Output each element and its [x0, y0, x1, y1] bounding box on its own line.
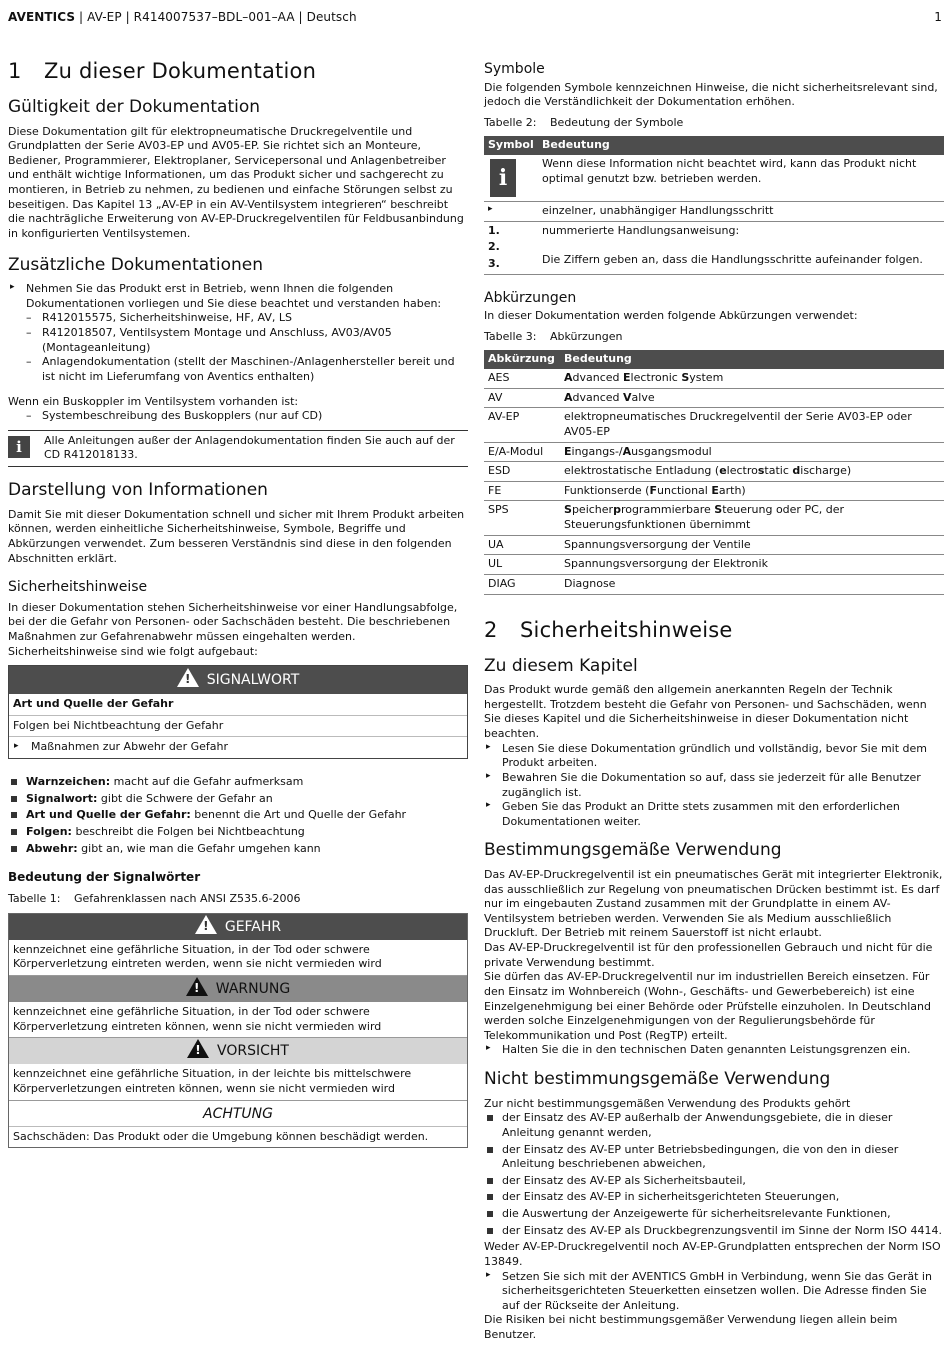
- signal-warning: ! WARNUNG: [9, 976, 467, 1002]
- signal-notice-text: Sachschäden: Das Produkt oder die Umgebung können beschädigt werden.: [13, 1129, 429, 1143]
- right-column: [484, 54, 944, 1349]
- doc-item: – Anlagendokumentation (stellt der Maschinen-/Anlagenhersteller bereit und ist nicht im Lieferumfang von Aventics enthalten): [26, 355, 468, 384]
- misuse-heading: Nicht bestimmungsgemäße Verwendung: [484, 1069, 831, 1090]
- intended-use-text: Das AV-EP-Druckregelventil ist für den professionellen Gebrauch und nicht für die private Verwendung bestimmt.: [484, 941, 933, 969]
- display-heading: Darstellung von Informationen: [8, 480, 268, 501]
- table-row: i Wenn diese Information nicht beachtet wird, kann das Produkt nicht optimal genutzt bzw. betrieben werden.: [484, 155, 944, 202]
- table-row: ▸ einzelner, unabhängiger Handlungsschritt: [484, 202, 944, 222]
- info-icon: i: [8, 436, 30, 458]
- doc-item: – R412018507, Ventilsystem Montage und Anschluss, AV03/AV05 (Montageanleitung): [26, 326, 468, 355]
- table-header: Bedeutung: [538, 136, 944, 155]
- warning-template: [8, 665, 468, 759]
- info-note: [8, 430, 468, 467]
- warning-triangle-icon: !: [195, 915, 217, 934]
- document-meta: | AV-EP | R414007537–BDL–001–AA | Deutsch: [75, 10, 357, 24]
- table-row: ESD elektrostatische Entladung (electrostatic discharge): [484, 462, 944, 482]
- abbreviations-heading: Abkürzungen: [484, 289, 577, 306]
- misuse-item: der Einsatz des AV-EP unter Betriebsbedingungen, die von den in dieser Anleitung beschriebenen abweichen,: [484, 1143, 944, 1172]
- safety-text: In dieser Dokumentation stehen Sicherheitshinweise vor einer Handlungsabfolge, bei der die Gefahr von Personen- oder Sachschäden besteht. Die beschriebenen Maßnahmen zur Gefahrenabwehr müssen eingehalten werden. Sicherheitshinweise sind wie folgt aufgebaut:: [8, 600, 458, 658]
- chapter-2-heading: 2 Sicherheitshinweise: [484, 617, 733, 642]
- table-row: AV Advanced Valve: [484, 388, 944, 408]
- instruction-item: ▸ Setzen Sie sich mit der AVENTICS GmbH in Verbindung, wenn Sie das Gerät in sicherheitsgerichteten Steuerketten einsetzen wollen. Die Adresse finden Sie auf der Rückseite der Anleitung.: [484, 1270, 944, 1314]
- table-row: SPS Speicherprogrammierbare Steuerung oder PC, der Steuerungsfunktionen übernimmt: [484, 501, 944, 535]
- page-header: [8, 10, 942, 26]
- intended-use-heading: Bestimmungsgemäße Verwendung: [484, 840, 782, 861]
- chapter-about-text: Das Produkt wurde gemäß den allgemein anerkannten Regeln der Technik hergestellt. Trotzdem besteht die Gefahr von Personen- und Sachschäden, wenn Sie dieses Kapitel und die Sicherheitshinweise in dieser Dokumentation nicht beachten.: [484, 683, 927, 740]
- signal-danger-text: kennzeichnet eine gefährliche Situation, in der Tod oder schwere Körperverletzung eintreten werden, wenn sie nicht vermieden wird: [9, 940, 467, 976]
- misuse-intro: Zur nicht bestimmungsgemäßen Verwendung des Produkts gehört: [484, 1096, 851, 1110]
- table-row: E/A-Modul Eingangs-/Ausgangsmodul: [484, 442, 944, 462]
- table-row: UL Spannungsversorgung der Elektronik: [484, 555, 944, 575]
- info-icon: i: [490, 159, 516, 197]
- legend-item: Art und Quelle der Gefahr: benennt die Art und Quelle der Gefahr: [8, 808, 468, 823]
- table-1-caption: Tabelle 1: Gefahrenklassen nach ANSI Z535.6-2006: [8, 892, 301, 906]
- signal-notice: ACHTUNG: [9, 1101, 467, 1127]
- warning-source: Art und Quelle der Gefahr: [9, 694, 467, 716]
- left-column: [8, 54, 468, 1156]
- doc-item: – Systembeschreibung des Buskopplers (nur auf CD): [26, 409, 468, 424]
- page-number: 1: [934, 10, 942, 24]
- warning-measure: ▸ Maßnahmen zur Abwehr der Gefahr: [9, 737, 467, 758]
- warning-consequence: Folgen bei Nichtbeachtung der Gefahr: [9, 716, 467, 738]
- chapter-about-heading: Zu diesem Kapitel: [484, 655, 638, 676]
- signal-danger: ! GEFAHR: [9, 914, 467, 940]
- signal-words-heading: Bedeutung der Signalwörter: [8, 870, 201, 885]
- display-text: Damit Sie mit dieser Dokumentation schnell und sicher mit Ihrem Produkt arbeiten können, werden einheitliche Sicherheitshinweise, Symbole, Begriffe und Abkürzungen verwendet. Zum besseren Verständnis sind diese in den folgenden Abschnitten erklärt.: [8, 507, 465, 565]
- legend-item: Signalwort: gibt die Schwere der Gefahr an: [8, 792, 468, 807]
- chapter-1-heading: 1 Zu dieser Dokumentation: [8, 59, 317, 83]
- warning-triangle-icon: !: [177, 668, 199, 687]
- abbreviations-table: [484, 350, 944, 594]
- instruction-item: ▸ Geben Sie das Produkt an Dritte stets zusammen mit den erforderlichen Dokumentationen weiter.: [484, 800, 944, 829]
- table-row: FE Funktionserde (Functional Earth): [484, 481, 944, 501]
- brand-name: AVENTICS: [8, 10, 76, 24]
- safety-heading: Sicherheitshinweise: [8, 579, 148, 596]
- symbols-table: [484, 136, 944, 274]
- intended-use-text: Sie dürfen das AV-EP-Druckregelventil nur im industriellen Bereich einsetzen. Für den Einsatz im Wohnbereich (Wohn-, Geschäfts- und Gewerbebereich) ist eine Einzelgenehmigung bei einer Behörde oder Prüfstelle einzuholen. In Deutschland werden solche Einzelgenehmigungen von der Regulierungsbehörde für Telekommunikation und Post (RegTP) erteilt.: [484, 970, 931, 1042]
- table-row: AES Advanced Electronic System: [484, 369, 944, 388]
- doc-item: – R412015575, Sicherheitshinweise, HF, AV, LS: [26, 311, 468, 326]
- misuse-item: der Einsatz des AV-EP in sicherheitsgerichteten Steuerungen,: [484, 1190, 944, 1205]
- misuse-item: der Einsatz des AV-EP als Sicherheitsbauteil,: [484, 1174, 944, 1189]
- table-3-caption: Tabelle 3: Abkürzungen: [484, 329, 623, 343]
- abbreviations-text: In dieser Dokumentation werden folgende Abkürzungen verwendet:: [484, 309, 858, 323]
- legend-item: Folgen: beschreibt die Folgen bei Nichtbeachtung: [8, 825, 468, 840]
- signal-caution: ! VORSICHT: [9, 1038, 467, 1064]
- misuse-item: der Einsatz des AV-EP als Druckbegrenzungsventil im Sinne der Norm ISO 4414.: [484, 1224, 944, 1239]
- step-arrow-icon: ▸: [484, 202, 538, 222]
- table-header: Abkürzung: [484, 350, 560, 369]
- warning-triangle-icon: !: [186, 977, 208, 996]
- warning-header: ! SIGNALWORT: [9, 666, 467, 694]
- misuse-item: die Auswertung der Anzeigewerte für sicherheitsrelevante Funktionen,: [484, 1207, 944, 1222]
- info-note-text: Alle Anleitungen außer der Anlagendokumentation finden Sie auch auf der CD R412018133.: [44, 433, 455, 462]
- validity-heading: Gültigkeit der Dokumentation: [8, 96, 261, 117]
- intended-use-text: Das AV-EP-Druckregelventil ist ein pneumatisches Gerät mit integrierter Elektronik, das ausschließlich zur Regelung von pneumatischen Drücken bestimmt ist. Es darf nur im eingebauten Zustand zusammen mit der Grundplatte in einem AV-Ventilsystem betrieben werden. Verwenden Sie als Medium ausschließlich Druckluft. Der Betrieb mit reinem Sauerstoff ist nicht erlaubt.: [484, 867, 943, 940]
- misuse-risk-text: Die Risiken bei nicht bestimmungsgemäßer Verwendung liegen allein beim Benutzer.: [484, 1313, 898, 1342]
- symbols-heading: Symbole: [484, 61, 545, 77]
- signal-warning-text: kennzeichnet eine gefährliche Situation, in der Tod oder schwere Körperverletzung eintreten können, wenn sie nicht vermieden wird: [9, 1002, 467, 1038]
- signal-caution-text: kennzeichnet eine gefährliche Situation, in der leichte bis mittelschwere Körperverletzungen eintreten können, wenn sie nicht vermieden wird: [9, 1064, 467, 1100]
- table-header: Symbol: [484, 136, 538, 155]
- warning-triangle-icon: !: [187, 1039, 209, 1058]
- table-row: 1. 2. 3. nummerierte Handlungsanweisung: Die Ziffern geben an, dass die Handlungsschritte aufeinander folgen.: [484, 221, 944, 274]
- table-2-caption: Tabelle 2: Bedeutung der Symbole: [484, 115, 684, 129]
- additional-docs-heading: Zusätzliche Dokumentationen: [8, 254, 263, 275]
- instruction-item: ▸ Halten Sie die in den technischen Daten genannten Leistungsgrenzen ein.: [484, 1043, 944, 1058]
- instruction-item: ▸ Bewahren Sie die Dokumentation so auf, dass sie jederzeit für alle Benutzer zugänglich ist.: [484, 771, 944, 800]
- signal-words-table: [8, 913, 468, 1148]
- buscoupler-text: Wenn ein Buskoppler im Ventilsystem vorhanden ist:: [8, 394, 299, 408]
- table-header: Bedeutung: [560, 350, 944, 369]
- misuse-item: der Einsatz des AV-EP außerhalb der Anwendungsgebiete, die in dieser Anleitung genannt werden,: [484, 1111, 944, 1140]
- legend-item: Abwehr: gibt an, wie man die Gefahr umgehen kann: [8, 842, 468, 857]
- instruction-item: ▸ Lesen Sie diese Dokumentation gründlich und vollständig, bevor Sie mit dem Produkt arbeiten.: [484, 742, 944, 771]
- table-row: UA Spannungsversorgung der Ventile: [484, 535, 944, 555]
- legend-item: Warnzeichen: macht auf die Gefahr aufmerksam: [8, 775, 468, 790]
- additional-docs-bullet: ▸ Nehmen Sie das Produkt erst in Betrieb, wenn Ihnen die folgenden Dokumentationen vorliegen und Sie diese beachtet und verstanden haben:: [8, 282, 468, 311]
- table-row: DIAG Diagnose: [484, 574, 944, 594]
- table-row: AV-EP elektropneumatisches Druckregelventil der Serie AV03-EP oder AV05-EP: [484, 408, 944, 442]
- misuse-norm-text: Weder AV-EP-Druckregelventil noch AV-EP-Grundplatten entsprechen der Norm ISO 13849.: [484, 1240, 941, 1268]
- symbols-text: Die folgenden Symbole kennzeichnen Hinweise, die nicht sicherheitsrelevant sind, jedoch die Verständlichkeit der Dokumentation erhöhen.: [484, 80, 938, 109]
- validity-text: Diese Dokumentation gilt für elektropneumatische Druckregelventile und Grundplatten der Serie AV03-EP und AV05-EP. Sie richtet sich an Monteure, Bediener, Programmierer, Elektroplaner, Servicepersonal und Anlagenbetreiber und enthält wichtige Informationen, um das Produkt sicher und sachgerecht zu montieren, in Betrieb zu nehmen, zu bedienen und einfache Störungen selbst zu beseitigen. Das Kapitel 13 „AV-EP in ein AV-Ventilsystem integrieren“ beschreibt die nachträgliche Erweiterung von AV-EP-Druckregelventilen für Feldbusanbindung in konfigurierten Ventilsystemen.: [8, 124, 464, 240]
